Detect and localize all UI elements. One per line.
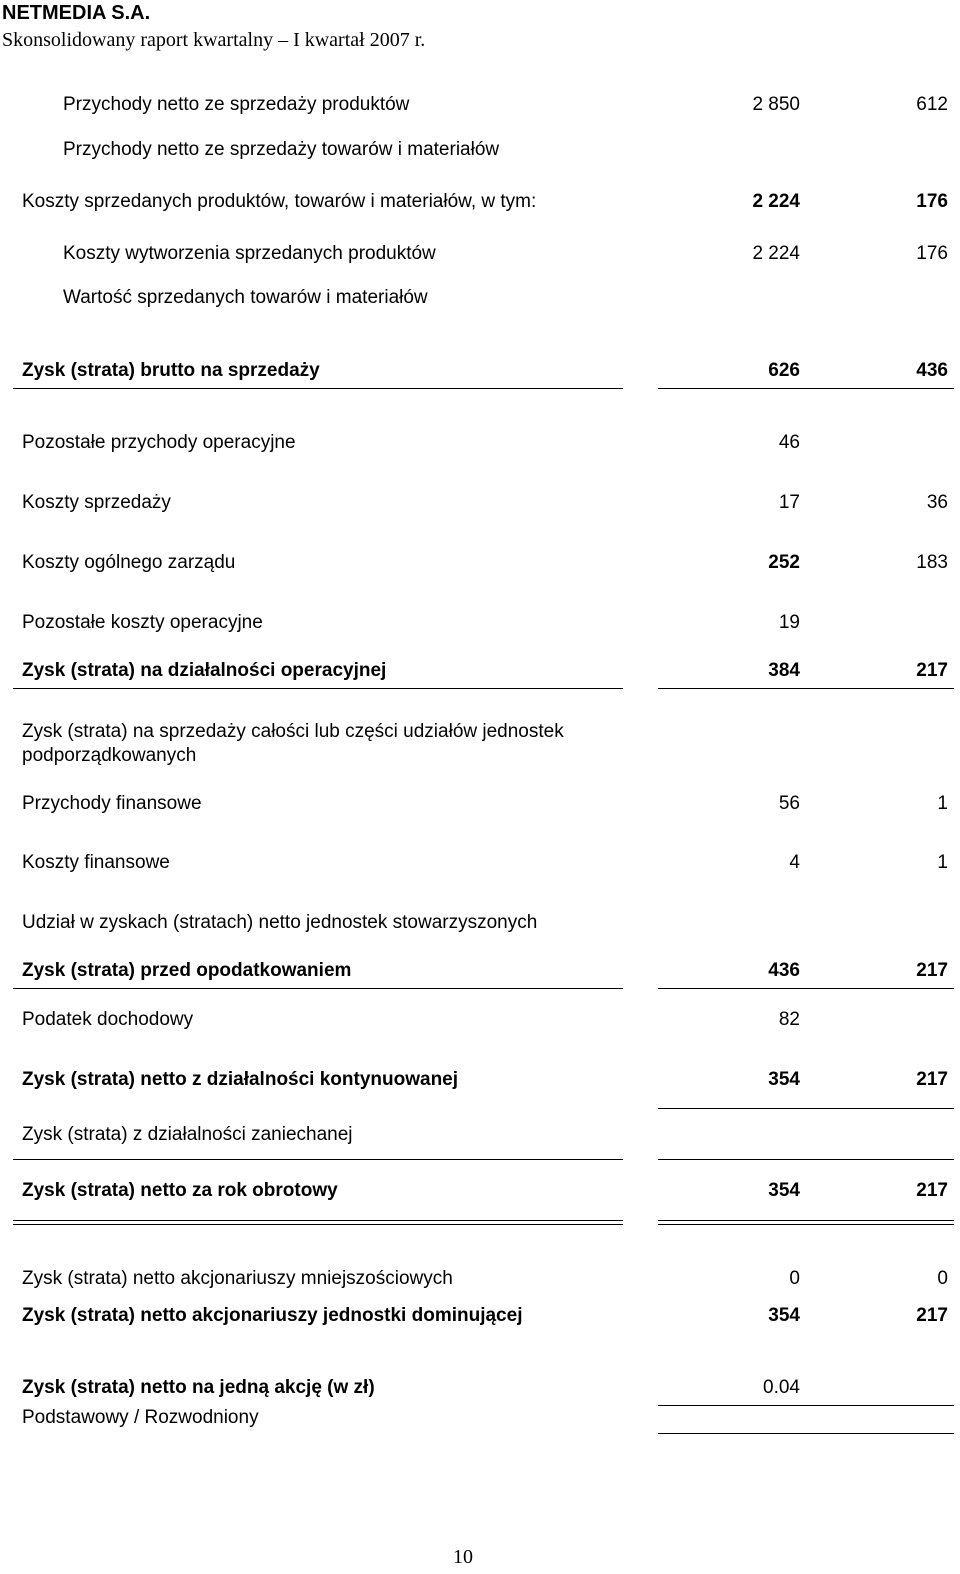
- page-number: 10: [453, 1546, 473, 1568]
- row-label: Koszty ogólnego zarządu: [22, 552, 236, 573]
- row-label: Przychody netto ze sprzedaży produktów: [63, 94, 410, 115]
- rule-year-values-1: [658, 1220, 954, 1221]
- rule-operating-profit-values: [658, 688, 954, 689]
- row-label: Zysk (strata) netto za rok obrotowy: [22, 1180, 338, 1201]
- value-2007: 252: [768, 552, 800, 573]
- value-2006: 217: [916, 660, 948, 681]
- rule-pbt-label: [13, 988, 623, 989]
- value-2007: 626: [768, 360, 800, 381]
- value-2007: 2 850: [752, 94, 800, 115]
- value-2006: 217: [916, 960, 948, 981]
- value-2006: 176: [916, 191, 948, 212]
- value-2006: 183: [916, 552, 948, 573]
- report-subtitle: Skonsolidowany raport kwartalny – I kwartał 2007 r.: [2, 29, 426, 51]
- rule-year-values-2: [658, 1224, 954, 1225]
- row-label: Koszty sprzedaży: [22, 492, 171, 513]
- value-2007: 4: [789, 852, 800, 873]
- value-2007: 19: [778, 612, 800, 633]
- rule-operating-profit-label: [13, 688, 623, 689]
- value-2006: 1: [937, 793, 948, 814]
- rule-discontinued-label: [13, 1159, 623, 1160]
- row-label: Udział w zyskach (stratach) netto jednostek stowarzyszonych: [22, 912, 538, 933]
- row-label-continued: podporządkowanych: [22, 745, 197, 766]
- row-label: Podatek dochodowy: [22, 1009, 194, 1030]
- value-2007: 0.04: [763, 1377, 800, 1398]
- rule-eps-values: [658, 1405, 954, 1406]
- row-label: Koszty finansowe: [22, 852, 170, 873]
- value-2007: 82: [778, 1009, 800, 1030]
- company-name: NETMEDIA S.A.: [2, 2, 151, 24]
- row-label: Pozostałe przychody operacyjne: [22, 432, 296, 453]
- value-2007: 46: [778, 432, 800, 453]
- value-2006: 176: [916, 243, 948, 264]
- value-2006: 217: [916, 1069, 948, 1090]
- value-2006: 217: [916, 1180, 948, 1201]
- value-2006: 36: [926, 492, 948, 513]
- value-2007: 436: [768, 960, 800, 981]
- row-label: Zysk (strata) netto akcjonariuszy jednostki dominującej: [22, 1305, 523, 1326]
- value-2006: 612: [916, 94, 948, 115]
- rule-gross-profit-label: [13, 388, 623, 389]
- row-label: Pozostałe koszty operacyjne: [22, 612, 263, 633]
- row-label: Koszty wytworzenia sprzedanych produktów: [63, 243, 436, 264]
- value-2007: 354: [768, 1069, 800, 1090]
- row-label: Wartość sprzedanych towarów i materiałów: [63, 287, 428, 308]
- row-label: Zysk (strata) netto na jedną akcję (w zł): [22, 1377, 375, 1398]
- row-label: Zysk (strata) przed opodatkowaniem: [22, 960, 352, 981]
- row-label: Przychody netto ze sprzedaży towarów i materiałów: [63, 139, 500, 160]
- row-label: Przychody finansowe: [22, 793, 202, 814]
- row-label: Podstawowy / Rozwodniony: [22, 1407, 259, 1428]
- rule-year-label-1: [13, 1220, 623, 1221]
- rule-discontinued-values: [658, 1159, 954, 1160]
- rule-pbt-values: [658, 988, 954, 989]
- row-label: Zysk (strata) brutto na sprzedaży: [22, 360, 320, 381]
- value-2007: 17: [778, 492, 800, 513]
- value-2007: 354: [768, 1180, 800, 1201]
- value-2006: 1: [937, 852, 948, 873]
- value-2006: 217: [916, 1305, 948, 1326]
- value-2007: 2 224: [752, 191, 800, 212]
- row-label: Koszty sprzedanych produktów, towarów i materiałów, w tym:: [22, 191, 537, 212]
- value-2007: 2 224: [752, 243, 800, 264]
- rule-gross-profit-values: [658, 388, 954, 389]
- value-2007: 384: [768, 660, 800, 681]
- row-label: Zysk (strata) z działalności zaniechanej: [22, 1124, 353, 1145]
- value-2007: 56: [778, 793, 800, 814]
- value-2007: 354: [768, 1305, 800, 1326]
- row-label: Zysk (strata) netto akcjonariuszy mniejszościowych: [22, 1268, 453, 1289]
- value-2007: 0: [789, 1268, 800, 1289]
- row-label: Zysk (strata) netto z działalności kontynuowanej: [22, 1069, 459, 1090]
- rule-eps-bottom: [658, 1433, 954, 1434]
- value-2006: 0: [937, 1268, 948, 1289]
- rule-year-label-2: [13, 1224, 623, 1225]
- rule-continued-values: [658, 1108, 954, 1109]
- row-label: Zysk (strata) na działalności operacyjnej: [22, 660, 387, 681]
- row-label: Zysk (strata) na sprzedaży całości lub części udziałów jednostek: [22, 721, 564, 742]
- value-2006: 436: [916, 360, 948, 381]
